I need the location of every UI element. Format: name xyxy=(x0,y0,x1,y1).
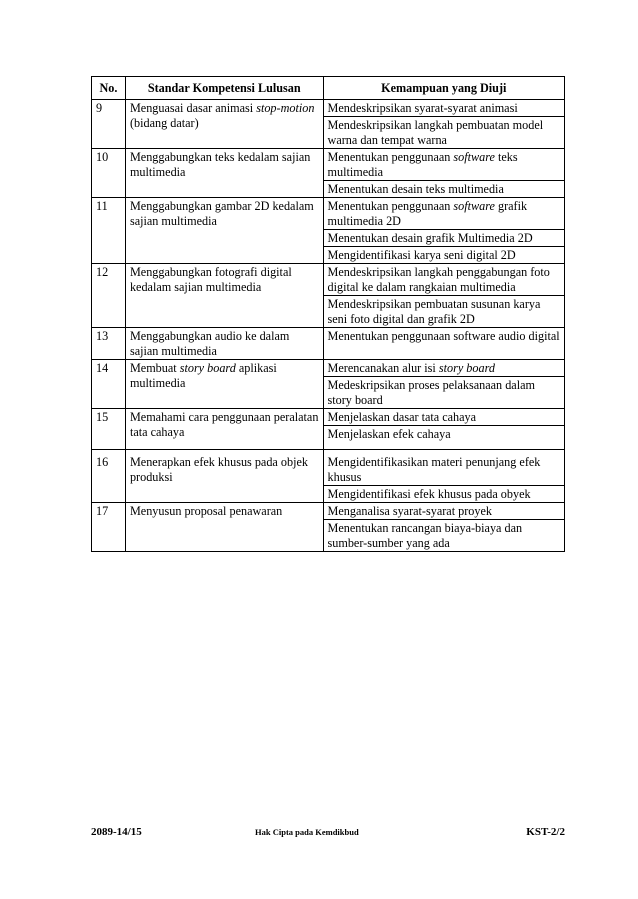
text-segment: Menentukan penggunaan xyxy=(327,150,454,164)
text-segment: Membuat xyxy=(129,361,180,375)
table-header-row xyxy=(92,77,565,100)
table-row xyxy=(92,264,565,296)
text-segment: Menentukan penggunaan software audio digital xyxy=(327,329,560,343)
text-segment: Menganalisa syarat-syarat proyek xyxy=(327,504,492,518)
row-number: 13 xyxy=(92,328,126,360)
italic-term: stop-motion xyxy=(256,101,315,115)
competency-table xyxy=(91,76,565,552)
row-number: 15 xyxy=(92,409,126,450)
text-segment: Mendeskripsikan langkah pembuatan model warna dan tempat warna xyxy=(327,118,544,147)
header-no: No. xyxy=(92,77,126,100)
tested-ability xyxy=(323,264,564,296)
table-row xyxy=(92,503,565,520)
tested-ability xyxy=(323,409,564,426)
text-segment: Mendeskripsikan syarat-syarat animasi xyxy=(327,101,518,115)
tested-ability xyxy=(323,450,564,486)
table-row xyxy=(92,450,565,486)
table-row xyxy=(92,100,565,117)
text-segment: aplikasi multimedia xyxy=(129,361,277,390)
header-standar-kompetensi: Standar Kompetensi Lulusan xyxy=(125,77,323,100)
text-segment: grafik multimedia 2D xyxy=(327,199,528,228)
tested-ability xyxy=(323,181,564,198)
text-segment: teks multimedia xyxy=(327,150,518,179)
table-row xyxy=(92,409,565,426)
row-number: 11 xyxy=(92,198,126,264)
competency-standard xyxy=(125,450,323,503)
table-body xyxy=(92,100,565,552)
footer-doc-code: 2089-14/15 xyxy=(91,826,142,838)
text-segment: Menerapkan efek khusus pada objek produksi xyxy=(129,455,308,484)
tested-ability xyxy=(323,230,564,247)
tested-ability xyxy=(323,198,564,230)
competency-standard xyxy=(125,328,323,360)
text-segment: Mengidentifikasikan materi penunjang efek khusus xyxy=(327,455,541,484)
text-segment: Menentukan rancangan biaya-biaya dan sumber-sumber yang ada xyxy=(327,521,523,550)
tested-ability xyxy=(323,503,564,520)
row-number: 14 xyxy=(92,360,126,409)
italic-term: story board xyxy=(438,361,495,375)
text-segment: Menggabungkan fotografi digital kedalam sajian multimedia xyxy=(129,265,292,294)
text-segment: Merencanakan alur isi xyxy=(327,361,439,375)
text-segment: Menentukan desain teks multimedia xyxy=(327,182,504,196)
text-segment: Mendeskripsikan langkah penggabungan foto digital ke dalam rangkaian multimedia xyxy=(327,265,550,294)
text-segment: Menyusun proposal penawaran xyxy=(129,504,283,518)
tested-ability xyxy=(323,247,564,264)
text-segment: Menentukan penggunaan xyxy=(327,199,454,213)
tested-ability xyxy=(323,520,564,552)
tested-ability xyxy=(323,149,564,181)
tested-ability xyxy=(323,360,564,377)
competency-standard xyxy=(125,264,323,328)
text-segment: Menguasai dasar animasi xyxy=(129,101,257,115)
row-number: 10 xyxy=(92,149,126,198)
text-segment: Menggabungkan audio ke dalam sajian multimedia xyxy=(129,329,290,358)
text-segment: Mengidentifikasi efek khusus pada obyek xyxy=(327,487,531,501)
tested-ability xyxy=(323,328,564,360)
tested-ability xyxy=(323,100,564,117)
text-segment: Menentukan desain grafik Multimedia 2D xyxy=(327,231,533,245)
text-segment: Menjelaskan dasar tata cahaya xyxy=(327,410,477,424)
row-number: 12 xyxy=(92,264,126,328)
tested-ability xyxy=(323,377,564,409)
text-segment: Menggabungkan teks kedalam sajian multimedia xyxy=(129,150,311,179)
row-number: 16 xyxy=(92,450,126,503)
text-segment: Memahami cara penggunaan peralatan tata cahaya xyxy=(129,410,319,439)
text-segment: Mendeskripsikan pembuatan susunan karya seni foto digital dan grafik 2D xyxy=(327,297,541,326)
italic-term: software xyxy=(453,150,495,164)
italic-term: software xyxy=(453,199,495,213)
tested-ability xyxy=(323,296,564,328)
page-footer xyxy=(91,826,565,840)
text-segment: Mengidentifikasi karya seni digital 2D xyxy=(327,248,516,262)
table-row xyxy=(92,360,565,377)
text-segment: Menjelaskan efek cahaya xyxy=(327,427,451,441)
competency-standard xyxy=(125,409,323,450)
competency-standard xyxy=(125,149,323,198)
footer-copyright: Hak Cipta pada Kemdikbud xyxy=(255,827,359,837)
tested-ability xyxy=(323,117,564,149)
table-row xyxy=(92,328,565,360)
italic-term: story board xyxy=(179,361,236,375)
competency-standard xyxy=(125,100,323,149)
tested-ability xyxy=(323,486,564,503)
table-row xyxy=(92,198,565,230)
competency-standard xyxy=(125,360,323,409)
text-segment: Medeskripsikan proses pelaksanaan dalam story board xyxy=(327,378,535,407)
header-kemampuan: Kemampuan yang Diuji xyxy=(323,77,564,100)
row-number: 17 xyxy=(92,503,126,552)
row-number: 9 xyxy=(92,100,126,149)
competency-standard xyxy=(125,503,323,552)
footer-page-code: KST-2/2 xyxy=(526,826,565,838)
table-row xyxy=(92,149,565,181)
text-segment: (bidang datar) xyxy=(129,116,199,130)
text-segment: Menggabungkan gambar 2D kedalam sajian multimedia xyxy=(129,199,314,228)
competency-standard xyxy=(125,198,323,264)
tested-ability xyxy=(323,426,564,450)
